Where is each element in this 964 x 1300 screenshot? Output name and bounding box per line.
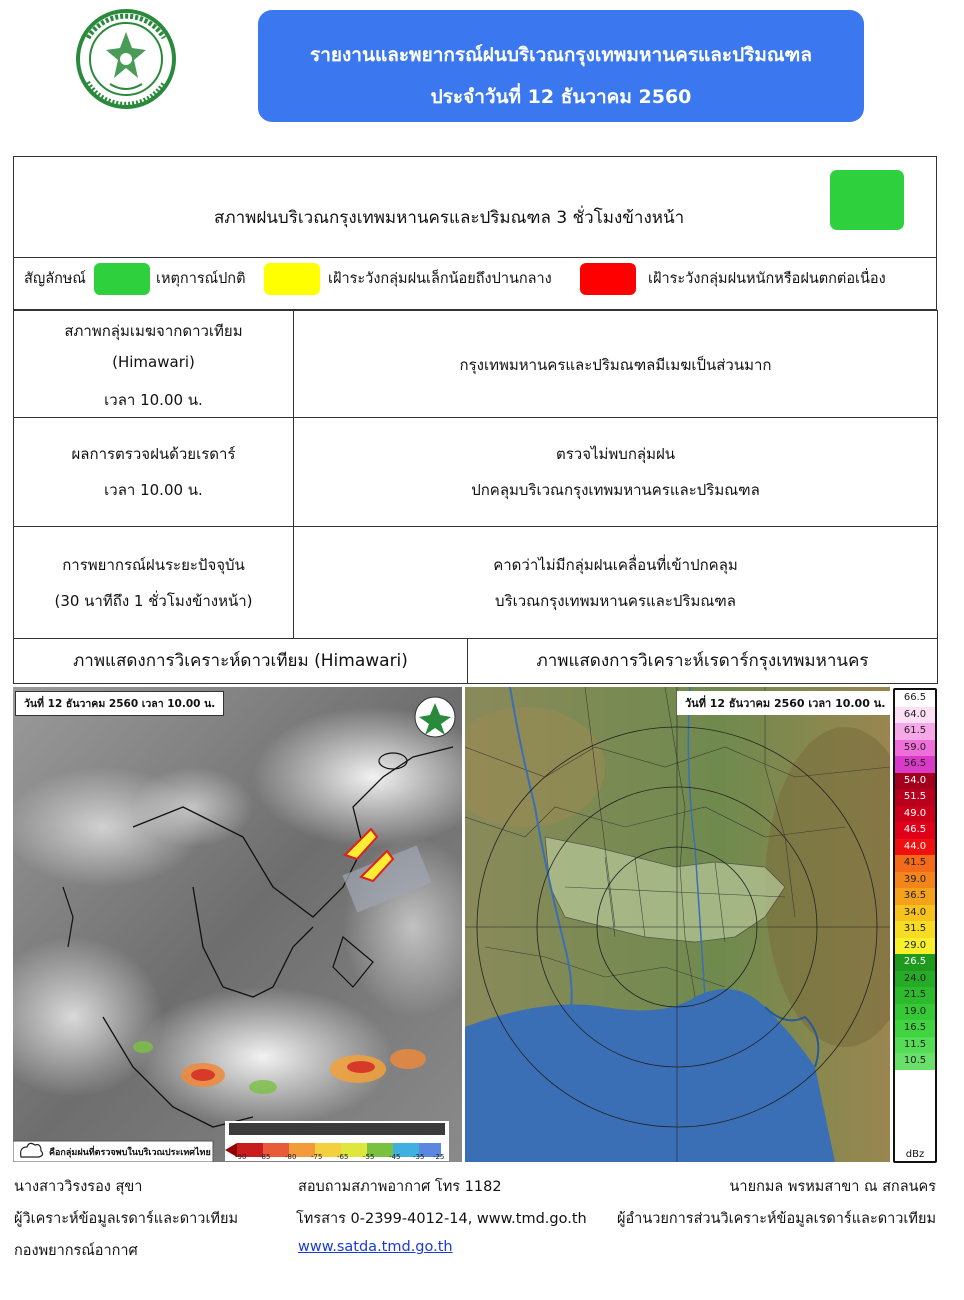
scale-tick: 11.5 (895, 1037, 935, 1054)
report-title: รายงานและพยากรณ์ฝนบริเวณกรุงเทพมหานครและปริมณฑล (310, 44, 812, 66)
radar-image (465, 687, 890, 1162)
radar-result-line1: ตรวจไม่พบกลุ่มฝน (555, 445, 676, 463)
satellite-image-heading: ภาพแสดงการวิเคราะห์ดาวเทียม (Himawari) (14, 639, 468, 683)
legend-yellow-swatch (264, 263, 320, 295)
table-row (14, 527, 937, 638)
radar-image-heading: ภาพแสดงการวิเคราะห์เรดาร์กรุงเทพมหานคร (536, 651, 869, 671)
scale-tick: 19.0 (895, 1004, 935, 1021)
fax-and-site: โทรสาร 0-2399-4012-14, www.tmd.go.th (296, 1211, 587, 1227)
scale-tick: 34.0 (895, 905, 935, 922)
director-name: นายกมล พรหมสาขา ณ สกลนคร (729, 1179, 936, 1195)
colorbar-label: -45 (389, 1153, 401, 1161)
scale-tick: 54.0 (895, 773, 935, 790)
scale-tick: 10.5 (895, 1053, 935, 1070)
legend-red-swatch (580, 263, 636, 295)
scale-tick: 59.0 (895, 740, 935, 757)
nowcast-range: (30 นาทีถึง 1 ชั่วโมงข้างหน้า) (54, 592, 253, 610)
scale-tick: 31.5 (895, 921, 935, 938)
director-role: ผู้อำนวยการส่วนวิเคราะห์ข้อมูลเรดาร์และดาวเทียม (616, 1211, 936, 1227)
radar-time: เวลา 10.00 น. (104, 481, 203, 499)
satellite-label: สภาพกลุ่มเมฆจากดาวเทียม (64, 322, 243, 340)
scale-tick: 46.5 (895, 822, 935, 839)
satellite-time: เวลา 10.00 น. (104, 391, 203, 409)
tmd-logo (70, 8, 182, 110)
radar-label: ผลการตรวจฝนด้วยเรดาร์ (71, 445, 236, 463)
table-row (14, 311, 937, 418)
scale-tick: 36.5 (895, 888, 935, 905)
scale-tick: 61.5 (895, 723, 935, 740)
status-heading: สภาพฝนบริเวณกรุงเทพมหานครและปริมณฑล 3 ชั่วโมงข้างหน้า (214, 208, 685, 228)
radar-map (465, 687, 890, 1162)
legend-heavy-label: เฝ้าระวังกลุ่มฝนหนักหรือฝนตกต่อเนื่อง (648, 271, 886, 287)
scale-tick: 41.5 (895, 855, 935, 872)
radar-scale-bar (893, 688, 937, 1163)
scale-tick: 44.0 (895, 839, 935, 856)
table-row (14, 418, 937, 527)
legend-moderate-label: เฝ้าระวังกลุ่มฝนเล็กน้อยถึงปานกลาง (328, 271, 552, 287)
colorbar-label: -55 (363, 1153, 375, 1161)
colorbar-label: -75 (311, 1153, 323, 1161)
colorbar-label: -35 (413, 1153, 425, 1161)
nowcast-result-line1: คาดว่าไม่มีกลุ่มฝนเคลื่อนที่เข้าปกคลุม (493, 556, 738, 574)
colorbar-label: -65 (337, 1153, 349, 1161)
rain-status-box (13, 156, 937, 310)
colorbar-label: -25 (433, 1153, 445, 1161)
colorbar-label: -80 (285, 1153, 297, 1161)
report-header (258, 10, 864, 122)
scale-tick: 56.5 (895, 756, 935, 773)
satellite-map (13, 687, 462, 1162)
scale-tick: 64.0 (895, 707, 935, 724)
legend-green-swatch (94, 263, 150, 295)
scale-tick: 16.5 (895, 1020, 935, 1037)
satellite-colorbar-labels (237, 1153, 445, 1162)
report-date: ประจำวันที่ 12 ธันวาคม 2560 (430, 86, 692, 108)
satellite-result: กรุงเทพมหานครและปริมณฑลมีเมฆเป็นส่วนมาก (459, 356, 772, 374)
scale-tick: 39.0 (895, 872, 935, 889)
scale-tick: 26.5 (895, 954, 935, 971)
legend-normal-label: เหตุการณ์ปกติ (156, 271, 246, 287)
colorbar-label: -90 (235, 1153, 247, 1161)
satellite-timestamp: วันที่ 12 ธันวาคม 2560 เวลา 10.00 น. (15, 691, 224, 716)
seal-icon (70, 8, 182, 110)
scale-tick: 49.0 (895, 806, 935, 823)
radar-dbz-scale (890, 687, 936, 1162)
current-status-indicator (830, 170, 904, 230)
satellite-source: (Himawari) (112, 353, 195, 371)
scale-tick: 66.5 (895, 690, 935, 707)
scale-tick: 24.0 (895, 971, 935, 988)
scale-tick: 29.0 (895, 938, 935, 955)
satellite-caption: คือกลุ่มฝนที่ตรวจพบในบริเวณประเทศไทย (49, 1148, 211, 1158)
radar-result-line2: ปกคลุมบริเวณกรุงเทพมหานครและปริมณฑล (471, 481, 760, 499)
analyst-dept: กองพยากรณ์อากาศ (14, 1243, 138, 1259)
legend-label: สัญลักษณ์ (24, 271, 86, 287)
weather-hotline: สอบถามสภาพอากาศ โทร 1182 (298, 1179, 502, 1195)
analyst-role: ผู้วิเคราะห์ข้อมูลเรดาร์และดาวเทียม (14, 1211, 239, 1227)
scale-unit: dBz (905, 1149, 925, 1160)
radar-timestamp: วันที่ 12 ธันวาคม 2560 เวลา 10.00 น. (677, 691, 890, 715)
colorbar-label: -85 (259, 1153, 271, 1161)
nowcast-label: การพยากรณ์ฝนระยะปัจจุบัน (62, 556, 245, 574)
satda-link[interactable]: www.satda.tmd.go.th (298, 1239, 453, 1255)
satellite-image (13, 687, 462, 1162)
info-table (13, 310, 938, 639)
nowcast-result-line2: บริเวณกรุงเทพมหานครและปริมณฑล (495, 592, 736, 610)
image-headings (13, 638, 938, 684)
analyst-name: นางสาววิรงรอง สุขา (14, 1179, 143, 1195)
scale-tick: 51.5 (895, 789, 935, 806)
scale-tick: 21.5 (895, 987, 935, 1004)
